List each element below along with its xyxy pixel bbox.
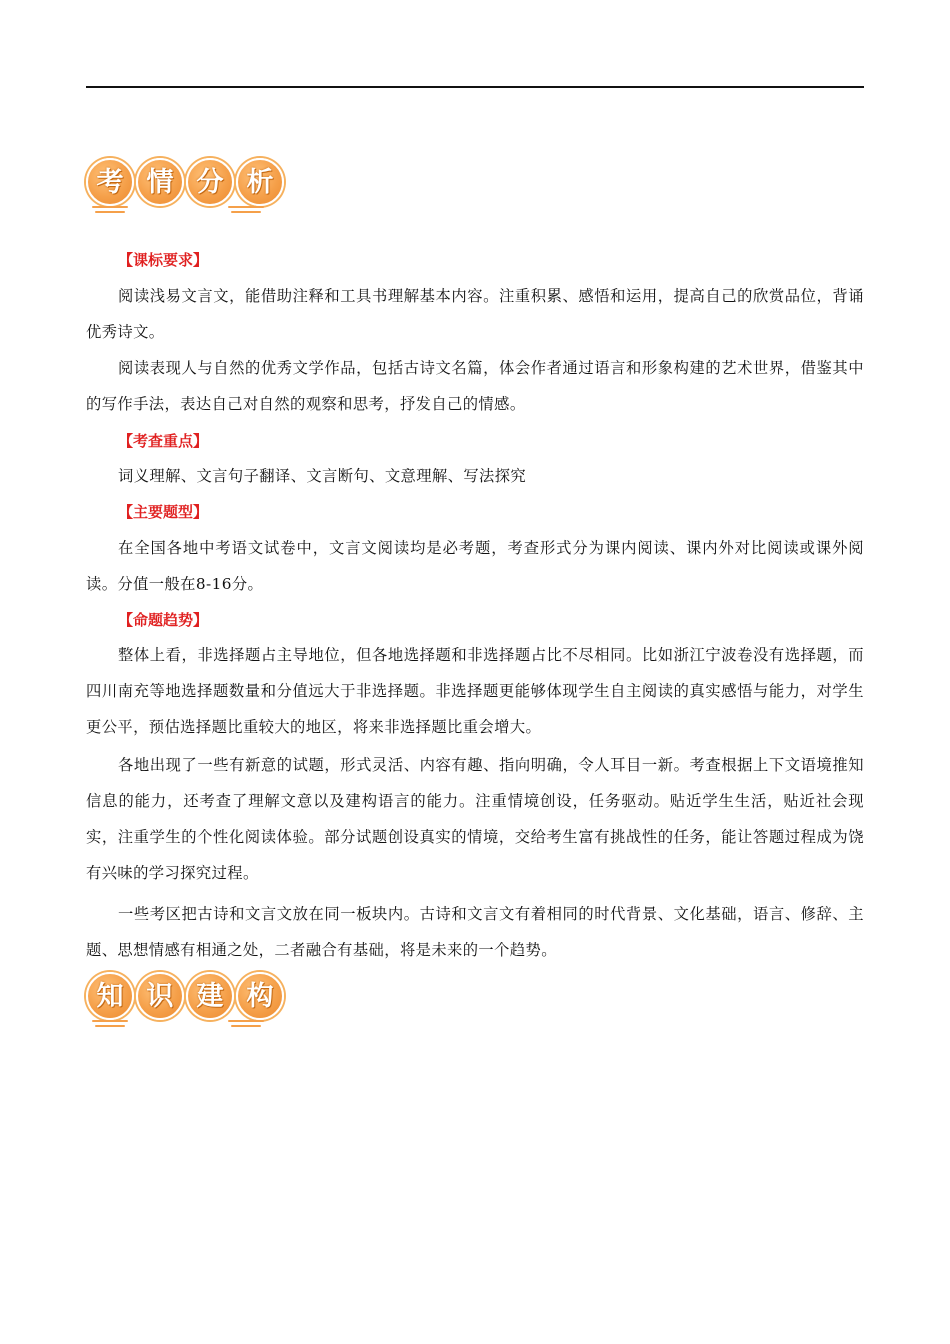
- banner-char: 分: [186, 158, 234, 206]
- paragraph: 一些考区把古诗和文言文放在同一板块内。古诗和文言文有着相同的时代背景、文化基础，语言、修辞、主题、思想情感有相通之处，二者融合有基础，将是未来的一个趋势。: [86, 905, 864, 959]
- banner-decoration-left: [92, 1020, 128, 1030]
- banner-char: 构: [236, 972, 284, 1020]
- banner-char: 识: [136, 972, 184, 1020]
- paragraph: 词义理解、文言句子翻译、文言断句、文意理解、写法探究: [118, 467, 527, 485]
- paragraph: 整体上看，非选择题占主导地位，但各地选择题和非选择题占比不尽相同。比如浙江宁波卷没有选择题，而四川南充等地选择题数量和分值远大于非选择题。非选择题更能够体现学生自主阅读的真实感悟与能力，对学生更公平，预估选择题比重较大的地区，将来非选择题比重会增大。: [86, 646, 864, 736]
- paragraph: 各地出现了一些有新意的试题，形式灵活、内容有趣、指向明确，令人耳目一新。考查根据上下文语境推知信息的能力，还考查了理解文意以及建构语言的能力。注重情境创设，任务驱动。贴近学生生活，贴近社会现实，注重学生的个性化阅读体验。部分试题创设真实的情境，交给考生富有挑战性的任务，能让答题过程成为饶有兴味的学习探究过程。: [86, 756, 864, 882]
- banner-circles: [86, 972, 286, 1020]
- paragraph: 阅读浅易文言文，能借助注释和工具书理解基本内容。注重积累、感悟和运用，提高自己的欣赏品位，背诵优秀诗文。: [86, 287, 864, 341]
- banner-decoration-left: [92, 206, 128, 216]
- header-rule: [86, 86, 864, 88]
- heading-key-points: 【考查重点】: [118, 432, 209, 450]
- heading-trends: 【命题趋势】: [118, 611, 209, 629]
- banner-circles: [86, 158, 286, 206]
- heading-curriculum: 【课标要求】: [118, 251, 209, 269]
- banner-char: 情: [136, 158, 184, 206]
- paragraph: 在全国各地中考语文试卷中，文言文阅读均是必考题，考查形式分为课内阅读、课内外对比阅读或课外阅读。分值一般在8-16分。: [86, 539, 864, 593]
- banner-char: 知: [86, 972, 134, 1020]
- heading-question-types: 【主要题型】: [118, 503, 209, 521]
- banner-decoration-right: [228, 206, 264, 216]
- section-banner-exam-analysis: [86, 158, 276, 218]
- banner-decoration-right: [228, 1020, 264, 1030]
- paragraph: 阅读表现人与自然的优秀文学作品，包括古诗文名篇，体会作者通过语言和形象构建的艺术世界，借鉴其中的写作手法，表达自己对自然的观察和思考，抒发自己的情感。: [86, 359, 864, 413]
- banner-char: 考: [86, 158, 134, 206]
- banner-char: 建: [186, 972, 234, 1020]
- banner-char: 析: [236, 158, 284, 206]
- section-banner-knowledge-building: [86, 972, 276, 1032]
